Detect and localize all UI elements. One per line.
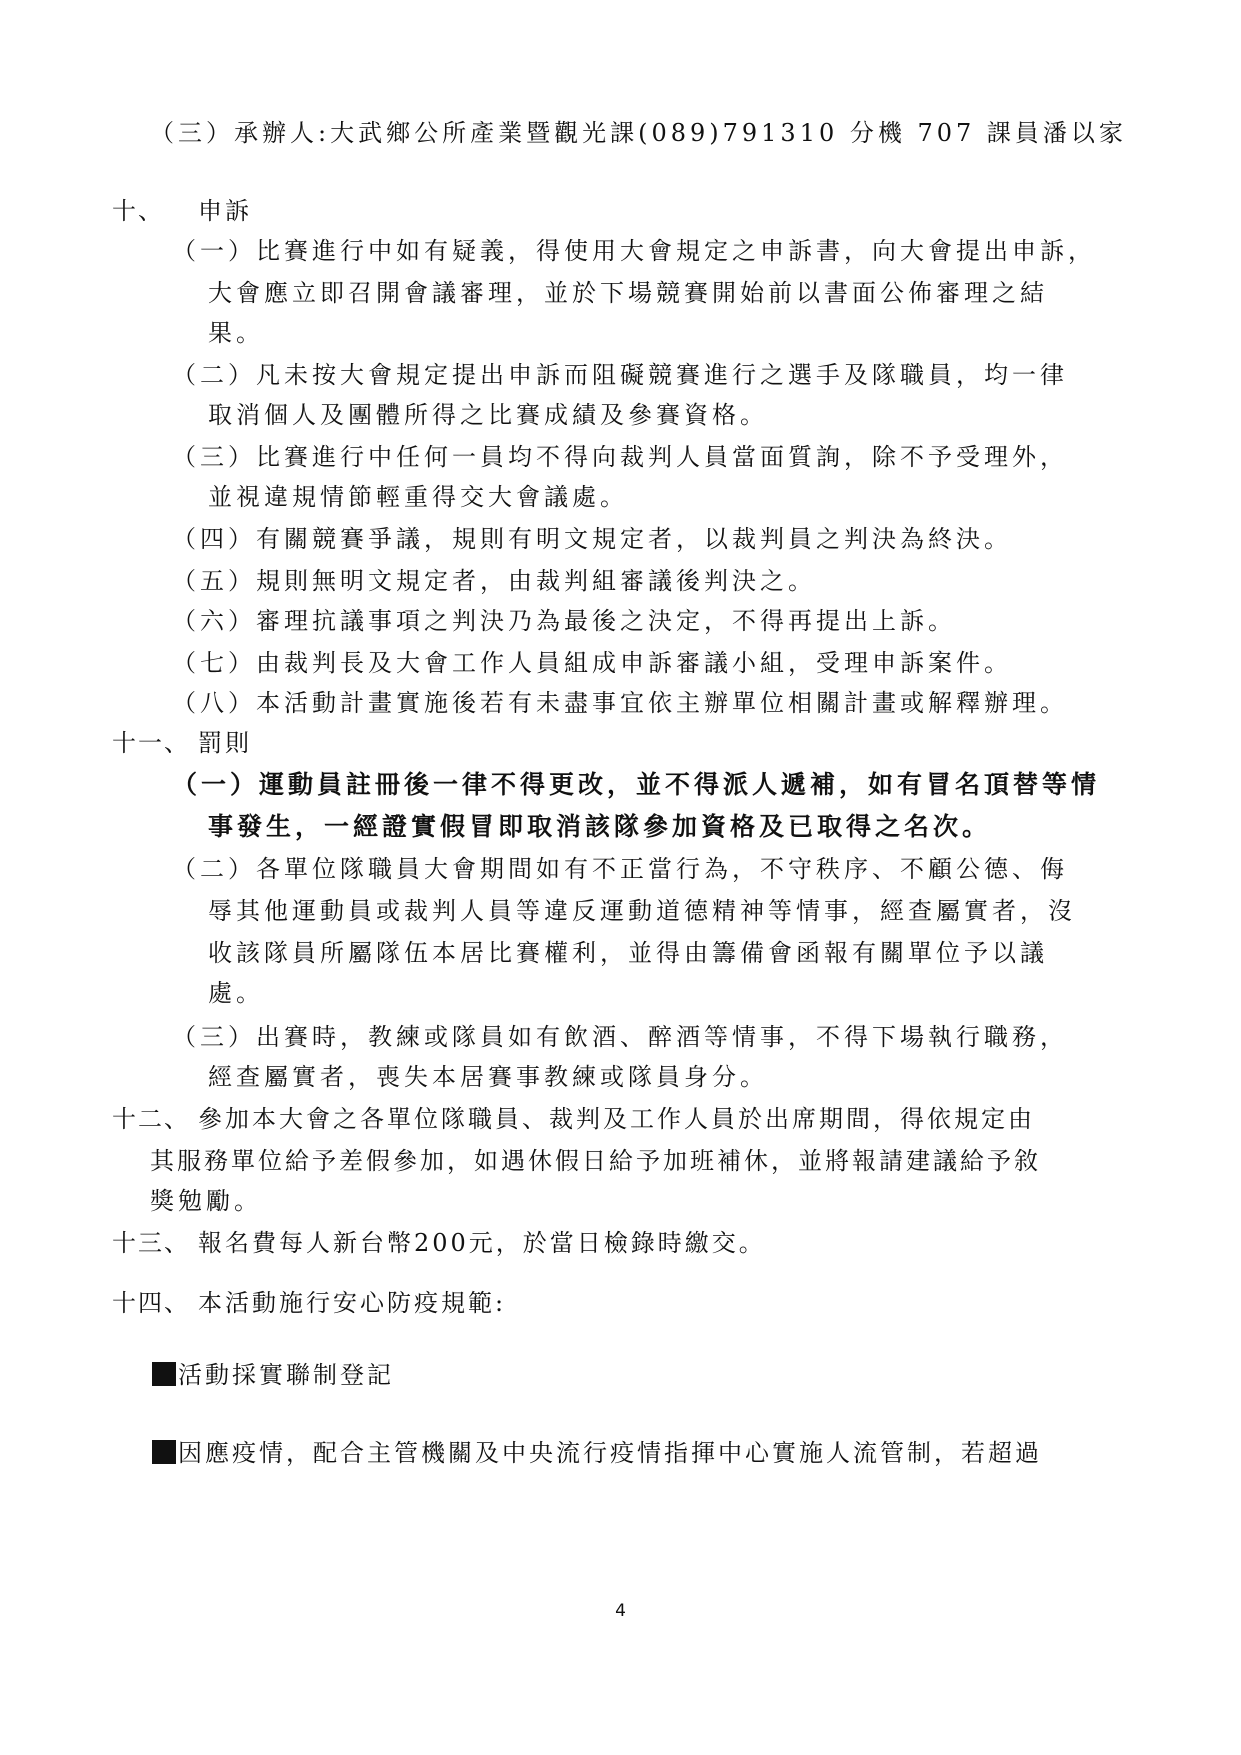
sec11-item-1-line-2: 事發生，一經證實假冒即取消該隊參加資格及已取得之名次。 [208,812,992,841]
section-14-title: 本活動施行安心防疫規範: [198,1289,507,1317]
page-number: 4 [615,1601,626,1621]
sec10-item-3-line-1: （三）比賽進行中任何一員均不得向裁判人員當面質詢，除不予受理外， [172,443,1068,471]
sec11-item-1-line-1: （一）運動員註冊後一律不得更改，並不得派人遞補，如有冒名頂替等情 [172,770,1101,799]
sec10-item-5: （五）規則無明文規定者，由裁判組審議後判決之。 [172,567,816,595]
section-11-number: 十一、 [112,729,190,757]
sec11-item-2-line-4: 處。 [208,979,264,1007]
sec13-text: 報名費每人新台幣200元，於當日檢錄時繳交。 [198,1229,766,1257]
sec11-item-3-line-2: 經查屬實者，喪失本居賽事教練或隊員身分。 [208,1063,768,1091]
sec10-item-2-line-1: （二）凡未按大會規定提出申訴而阻礙競賽進行之選手及隊職員，均一律 [172,361,1068,389]
sec11-item-2-line-2: 辱其他運動員或裁判人員等違反運動道德精神等情事，經查屬實者，沒 [208,897,1076,925]
sec11-item-3-line-1: （三）出賽時，教練或隊員如有飲酒、醉酒等情事，不得下場執行職務， [172,1023,1068,1051]
square-bullet-icon [152,1362,176,1386]
sec14-bullet-1: 活動採實聯制登記 [178,1361,394,1389]
sec10-item-6: （六）審理抗議事項之判決乃為最後之決定，不得再提出上訴。 [172,607,956,635]
sec14-bullet-2: 因應疫情，配合主管機關及中央流行疫情指揮中心實施人流管制，若超過 [178,1439,1042,1467]
sec10-item-1-line-3: 果。 [208,319,264,347]
sec10-item-4: （四）有關競賽爭議，規則有明文規定者，以裁判員之判決為終決。 [172,525,1012,553]
sec12-line-2: 其服務單位給予差假參加，如遇休假日給予加班補休，並將報請建議給予敘 [150,1147,1041,1175]
sec10-item-7: （七）由裁判長及大會工作人員組成申訴審議小組，受理申訴案件。 [172,649,1012,677]
section-10-title: 申訴 [198,197,252,225]
sec10-item-1-line-1: （一）比賽進行中如有疑義，得使用大會規定之申訴書，向大會提出申訴， [172,237,1096,265]
sec10-item-1-line-2: 大會應立即召開會議審理，並於下場競賽開始前以書面公佈審理之結 [208,279,1048,307]
sec10-item-3-line-2: 並視違規情節輕重得交大會議處。 [208,483,628,511]
square-bullet-icon [152,1440,176,1464]
section-14-number: 十四、 [112,1289,190,1317]
sec10-item-8: （八）本活動計畫實施後若有未盡事宜依主辦單位相關計畫或解釋辦理。 [172,689,1068,717]
section-12-number: 十二、 [112,1105,190,1133]
sec11-item-2-line-1: （二）各單位隊職員大會期間如有不正當行為，不守秩序、不顧公德、侮 [172,855,1068,883]
section-13-number: 十三、 [112,1229,190,1257]
sec11-item-2-line-3: 收該隊員所屬隊伍本居比賽權利，並得由籌備會函報有關單位予以議 [208,939,1048,967]
section-11-title: 罰則 [198,729,252,757]
sec10-item-2-line-2: 取消個人及團體所得之比賽成績及參賽資格。 [208,401,768,429]
sec12-line-1: 參加本大會之各單位隊職員、裁判及工作人員於出席期間，得依規定由 [198,1105,1035,1133]
sec12-line-3: 獎勉勵。 [150,1187,262,1215]
section-10-number: 十、 [112,197,164,225]
handler-line: （三）承辦人:大武鄉公所產業暨觀光課(089)791310 分機 707 課員潘以家 [150,119,1127,147]
